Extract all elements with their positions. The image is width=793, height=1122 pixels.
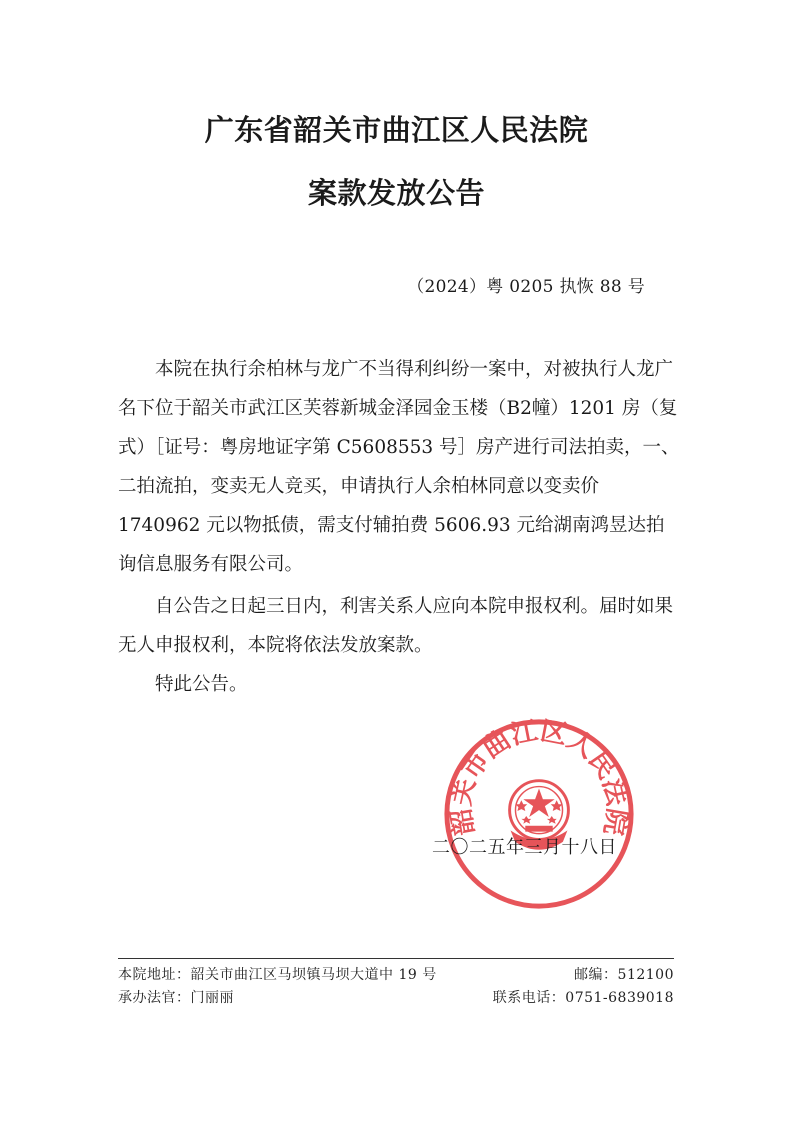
court-seal-icon [441, 716, 637, 912]
svg-text:韶关市曲江区人民法院 [445, 716, 632, 838]
issue-date: 二〇二五年三月十八日 [432, 837, 617, 858]
case-number: （2024）粤 0205 执恢 88 号 [407, 277, 645, 297]
notice-title: 案款发放公告 [307, 176, 485, 210]
court-name-heading: 广东省韶关市曲江区人民法院 [204, 113, 589, 147]
body-paragraph-1: 本院在执行余柏林与龙广不当得利纠纷一案中，对被执行人龙广名下位于韶关市武江区芙蓉新城金泽园金玉楼（B2幢）1201 房（复式）［证号：粤房地证字第 C5608553 号］房产进行司法拍卖，一、二拍流拍，变卖无人竞买，申请执行人余柏林同意以变卖价 1740962 元以物抵债，需支付辅拍费 5606.93 元给湖南鸿昱达拍询信息服务有限公司。 [118, 359, 680, 575]
seal-text: 韶关市曲江区人民法院 [445, 716, 633, 838]
footer-divider [118, 958, 674, 959]
postcode: 邮编：512100 [574, 967, 674, 983]
court-address: 本院地址：韶关市曲江区马坝镇马坝大道中 19 号 [118, 967, 437, 983]
closing-text: 特此公告。 [155, 674, 248, 695]
body-paragraph-2: 自公告之日起三日内，利害关系人应向本院申报权利。届时如果无人申报权利，本院将依法发放案款。 [118, 596, 674, 656]
presiding-judge: 承办法官：门丽丽 [118, 990, 234, 1006]
contact-phone: 联系电话：0751-6839018 [492, 990, 674, 1006]
